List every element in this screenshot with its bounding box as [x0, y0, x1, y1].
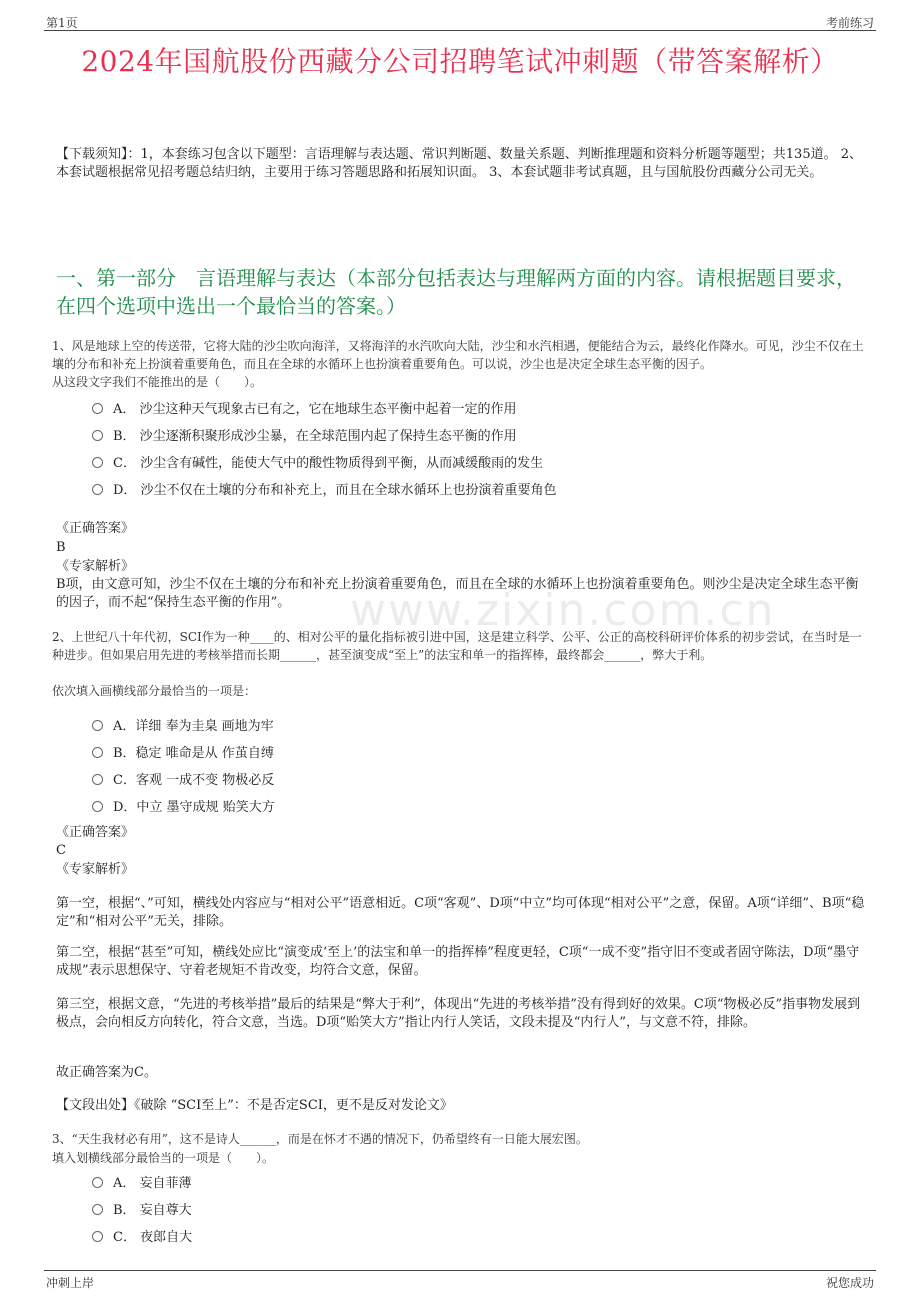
- correct-answer-label: 《正确答案》: [56, 825, 135, 840]
- question-1-option-d[interactable]: D． 沙尘不仅在土壤的分布和补充上，而且在全球水循环上也扮演着重要角色: [92, 479, 557, 498]
- correct-answer-label: 《正确答案》: [56, 521, 135, 536]
- radio-icon[interactable]: [92, 1231, 103, 1242]
- radio-icon[interactable]: [92, 403, 103, 414]
- page-footer: [44, 1270, 876, 1291]
- download-notice: 【下载须知】：1，本套练习包含以下题型：言语理解与表达题、常识判断题、数量关系题、判断推理题和资料分析题等题型；共135道。 2、本套试题根据常见招考题总结归纳，主要用于练习答题思路和拓展知识面。 3、本套试题非考试真题，且与国航股份西藏分公司无关。: [56, 147, 862, 180]
- watermark: www.zixin.com.cn: [350, 585, 776, 636]
- question-2-analysis-paragraph: 第二空，根据“甚至”可知，横线处应比“演变成‘至上’的法宝和单一的指挥棒”程度更轻，C项“一成不变”指守旧不变或者固守陈法，D项“墨守成规”表示思想保守、守着老规矩不肯改变，均符合文意，保留。: [56, 945, 860, 978]
- question-1-analysis: B项，由文意可知，沙尘不仅在土壤的分布和补充上扮演着重要角色，而且在全球的水循环上也扮演着重要角色。则沙尘是决定全球生态平衡的因子，而不起“保持生态平衡的作用”。: [56, 577, 859, 610]
- question-1-answer: B: [56, 540, 66, 555]
- question-1-option-a[interactable]: A． 沙尘这种天气现象古已有之，它在地球生态平衡中起着一定的作用: [92, 398, 517, 417]
- question-3-text: 3、“天生我材必有用”，这不是诗人______，而是在怀才不遇的情况下，仍希望终有一日能大展宏图。: [52, 1132, 588, 1146]
- radio-icon[interactable]: [92, 801, 103, 812]
- question-2-analysis-paragraph: 第一空，根据“、”可知，横线处内容应与“相对公平”语意相近。C项“客观”、D项“中立”均可体现“相对公平”之意，保留。A项“详细”、B项“稳定”和“相对公平”无关，排除。: [56, 896, 865, 929]
- question-2-answer: C: [56, 843, 66, 858]
- header-label: 考前练习: [825, 16, 874, 30]
- question-3-prompt: 填入划横线部分最恰当的一项是（ ）。: [52, 1151, 275, 1165]
- question-2-prompt: 依次填入画横线部分最恰当的一项是：: [52, 684, 257, 698]
- expert-analysis-label: 《专家解析》: [56, 559, 135, 574]
- radio-icon[interactable]: [92, 484, 103, 495]
- question-1-option-b[interactable]: B． 沙尘逐渐积聚形成沙尘暴，在全球范围内起了保持生态平衡的作用: [92, 425, 517, 444]
- document-title: 2024年国航股份西藏分公司招聘笔试冲刺题（带答案解析）: [81, 45, 839, 78]
- radio-icon[interactable]: [92, 1177, 103, 1188]
- page-number: 第1页: [46, 16, 78, 30]
- question-2-analysis-paragraph: 第三空，根据文意，“先进的考核举措”最后的结果是“弊大于利”，体现出“先进的考核举措”没有得到好的效果。C项“物极必反”指事物发展到极点，会向相反方向转化，符合文意，当选。D项“贻笑大方”指让内行人笑话，文段未提及“内行人”，与文意不符，排除。: [56, 997, 861, 1030]
- question-2-source: 【文段出处】《破除 “SCI至上”：不是否定SCI，更不是反对发论文》: [56, 1098, 453, 1113]
- question-3-option-a[interactable]: A． 妄自菲薄: [92, 1172, 192, 1191]
- expert-analysis-label: 《专家解析》: [56, 862, 135, 877]
- question-3-option-b[interactable]: B． 妄自尊大: [92, 1199, 192, 1218]
- radio-icon[interactable]: [92, 774, 103, 785]
- question-1-text: 1、风是地球上空的传送带，它将大陆的沙尘吹向海洋，又将海洋的水汽吹向大陆，沙尘和水汽相遇，便能结合为云，最终化作降水。可见，沙尘不仅在土壤的分布和补充上扮演着重要角色，而且在全球的水循环上也扮演着重要角色。可以说，沙尘也是决定全球生态平衡的因子。: [52, 339, 864, 371]
- footer-left-label: 冲刺上岸: [46, 1276, 95, 1290]
- question-2-option-a[interactable]: A．详细 奉为圭臬 画地为牢: [92, 715, 274, 734]
- question-3-option-c[interactable]: C． 夜郎自大: [92, 1226, 192, 1245]
- question-2-option-d[interactable]: D．中立 墨守成规 贻笑大方: [92, 796, 275, 815]
- page-header: [44, 12, 876, 31]
- question-2-option-c[interactable]: C．客观 一成不变 物极必反: [92, 769, 274, 788]
- radio-icon[interactable]: [92, 1204, 103, 1215]
- radio-icon[interactable]: [92, 747, 103, 758]
- question-2-text: 2、上世纪八十年代初，SCI作为一种____的、相对公平的量化指标被引进中国，这是建立科学、公平、公正的高校科研评价体系的初步尝试，在当时是一种进步。但如果启用先进的考核举措而长期______，甚至演变成“至上”的法宝和单一的指挥棒，最终都会______，弊大于利。: [52, 630, 862, 662]
- footer-right-label: 祝您成功: [825, 1276, 874, 1290]
- radio-icon[interactable]: [92, 457, 103, 468]
- question-1-prompt: 从这段文字我们不能推出的是（ ）。: [52, 375, 263, 389]
- question-2-option-b[interactable]: B．稳定 唯命是从 作茧自缚: [92, 742, 274, 761]
- section-heading: 一、第一部分 言语理解与表达（本部分包括表达与理解两方面的内容。请根据题目要求，在四个选项中选出一个最恰当的答案。）: [56, 266, 856, 318]
- radio-icon[interactable]: [92, 430, 103, 441]
- radio-icon[interactable]: [92, 720, 103, 731]
- question-2-analysis-conclusion: 故正确答案为C。: [56, 1065, 157, 1080]
- question-1-option-c[interactable]: C． 沙尘含有碱性，能使大气中的酸性物质得到平衡，从而减缓酸雨的发生: [92, 452, 543, 471]
